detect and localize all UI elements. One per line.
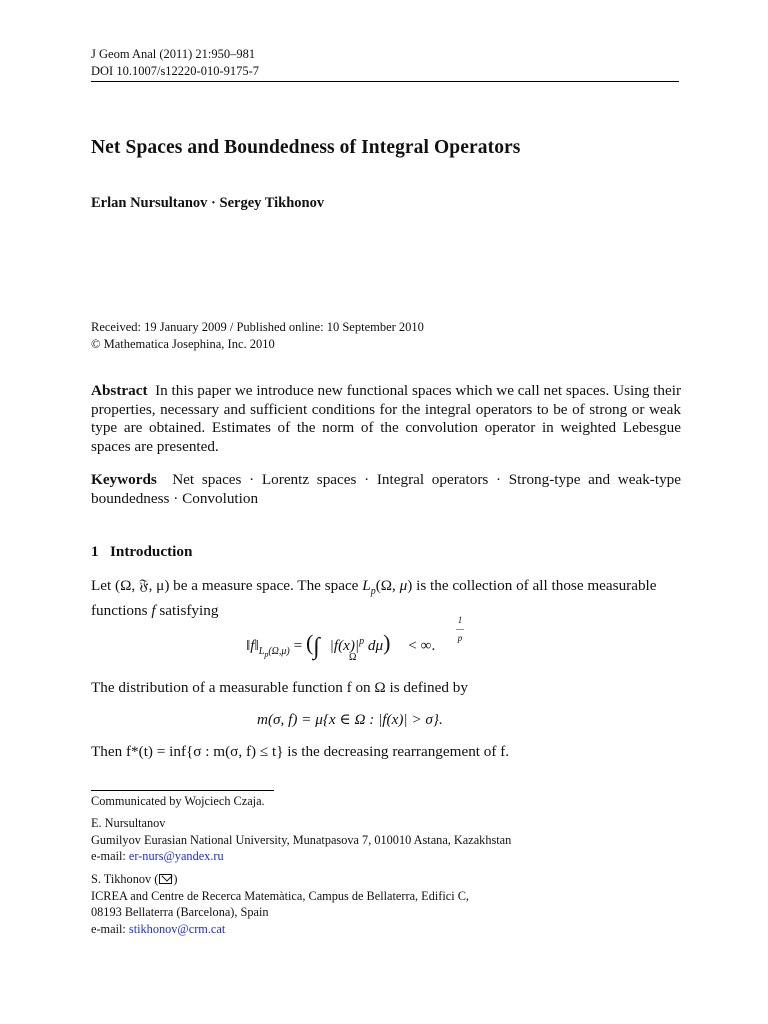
intro-paragraph-2: The distribution of a measurable function f on Ω is defined by: [91, 679, 468, 696]
abstract-label: Abstract: [91, 382, 148, 399]
author1-institution: Gumilyov Eurasian National University, Munatpasova 7, 010010 Astana, Kazakhstan: [91, 832, 512, 847]
author1-email-link[interactable]: er-nurs@yandex.ru: [128, 849, 224, 863]
author2-name: S. Tikhonov (: [91, 872, 159, 886]
equation-norm: $‖f‖_{L_p(\Omega,\mu)}$ = (∫ $|f(x)|^p$ dμ) 1 — p < ∞. Ω: [246, 615, 465, 663]
keywords-text: Net spaces · Lorentz spaces · Integral operators · Strong-type and weak-type boundedness · Convolution: [91, 471, 681, 507]
intro1-part-b: is the collection of all those measurable functions: [91, 577, 657, 619]
keywords-label: Keywords: [91, 471, 157, 488]
header-rule: [91, 81, 679, 82]
author2-email-label: e-mail:: [91, 921, 129, 936]
section-heading: [91, 543, 192, 561]
journal-line: J Geom Anal (2011) 21:950–981: [91, 47, 256, 61]
author2-email-link[interactable]: stikhonov@crm.cat: [128, 921, 226, 936]
author2-institution-1: ICREA and Centre de Recerca Matemàtica, Campus de Bellaterra, Edifici C,: [91, 888, 469, 903]
section-title: Introduction: [109, 543, 193, 560]
author2-affiliation: [91, 871, 469, 937]
author2-institution-2: 08193 Bellaterra (Barcelona), Spain: [91, 905, 269, 919]
integral-domain: Ω: [349, 652, 357, 663]
journal-citation: [91, 46, 259, 80]
author-list: Erlan Nursultanov · Sergey Tikhonov: [91, 195, 325, 211]
intro-paragraph-1: Let (Ω, 𝔉, μ) be a measure space. The space $L_p(\Omega$, μ) is the collection of all those measurable functions f satisfying: [91, 577, 657, 619]
author1-email-label: e-mail:: [91, 849, 129, 863]
author1-affiliation: [91, 815, 511, 865]
communicated-by: Communicated by Wojciech Czaja.: [91, 794, 265, 808]
intro-paragraph-3: Then f*(t) = inf{σ : m(σ, f) ≤ t} is the decreasing rearrangement of f.: [91, 743, 510, 760]
footnote-rule: [91, 790, 274, 791]
doi-line: DOI 10.1007/s12220-010-9175-7: [91, 64, 260, 78]
keywords: [91, 471, 681, 508]
equation-exponent: 1 — p: [456, 615, 465, 643]
abstract-text: In this paper we introduce new functional spaces which we call net spaces. Using their properties, necessary and sufficient conditions for the integral operators to be of strong or weak type are obtained. Estimates of the norm of the convolution operator in weighted Lebesgue spaces are presented.: [91, 382, 682, 455]
author2-email-line: [91, 921, 469, 938]
author1-email-line: [91, 848, 511, 865]
copyright-line: © Mathematica Josephina, Inc. 2010: [91, 337, 275, 351]
author2-name-end: ): [173, 872, 178, 886]
intro1-part-c: satisfying: [155, 601, 219, 619]
publication-dates: [91, 319, 424, 353]
section-number: 1: [91, 543, 99, 560]
intro1-part-a: Let (Ω, 𝔉, μ) be a measure space. The space: [91, 577, 363, 594]
equation-distribution: m(σ, f) = μ{x ∈ Ω : |f(x)| > σ}.: [257, 711, 443, 728]
paper-title: Net Spaces and Boundedness of Integral Operators: [91, 137, 521, 158]
envelope-icon: [159, 874, 172, 884]
author1-name: E. Nursultanov: [91, 816, 166, 830]
author2-name-line: [91, 871, 469, 888]
abstract: [91, 382, 681, 456]
received-line: Received: 19 January 2009 / Published online: 10 September 2010: [91, 320, 424, 334]
